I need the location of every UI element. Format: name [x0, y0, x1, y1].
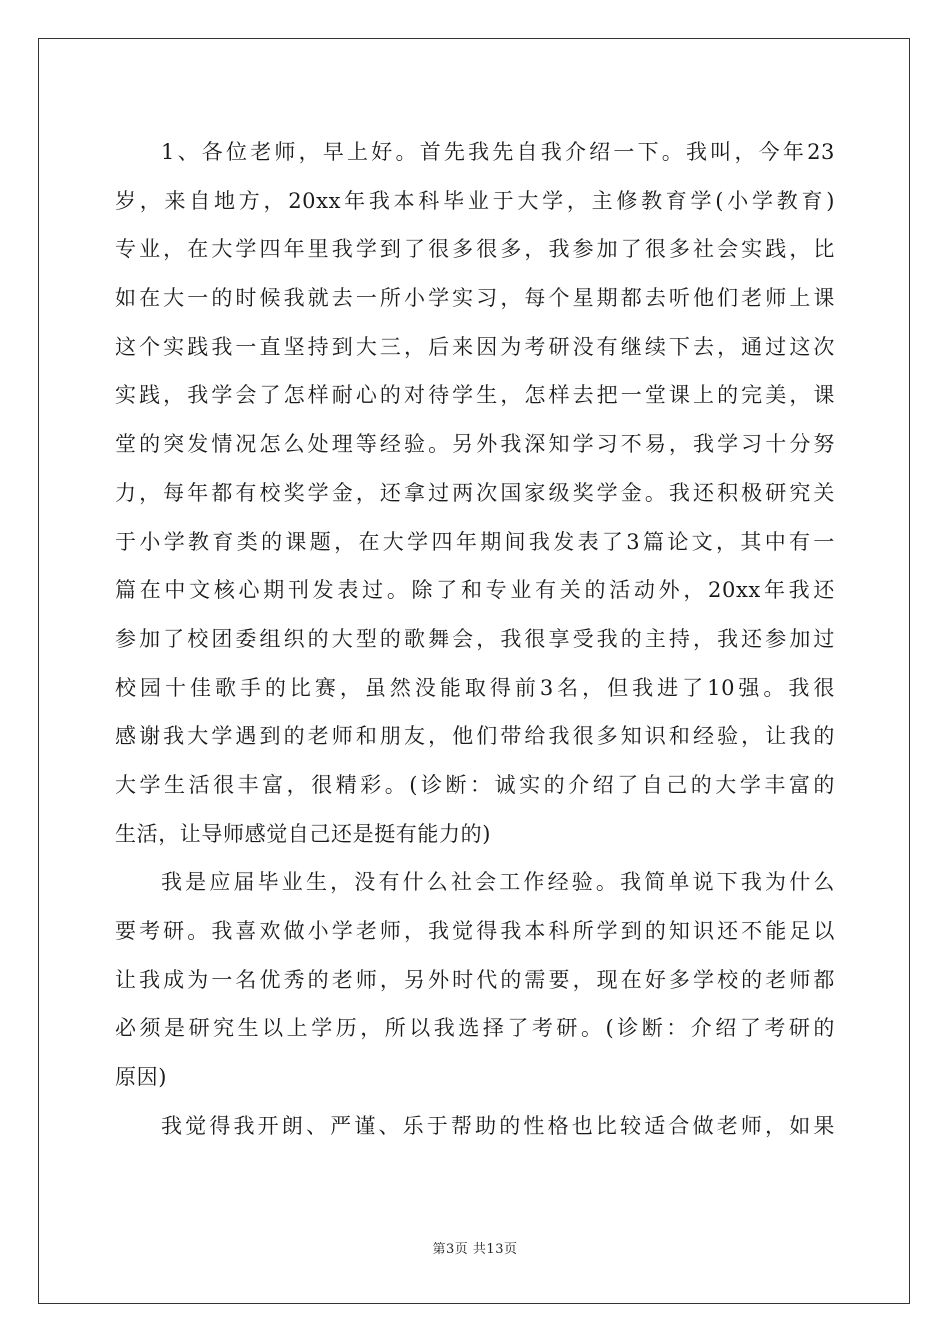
text-line: 岁，来自地方，20xx年我本科毕业于大学，主修教育学(小学教育)	[115, 188, 835, 213]
paragraph-3	[115, 1102, 835, 1151]
document-body	[115, 128, 835, 1150]
page-footer: 第3页 共13页	[432, 1242, 518, 1257]
text-line: 原因)	[115, 1065, 167, 1090]
text-line: 如在大一的时候我就去一所小学实习，每个星期都去听他们老师上课	[115, 286, 835, 311]
text-line: 参加了校团委组织的大型的歌舞会，我很享受我的主持，我还参加过	[115, 626, 835, 651]
text-line: 实践，我学会了怎样耐心的对待学生，怎样去把一堂课上的完美，课	[115, 383, 835, 408]
text-line: 我觉得我开朗、严谨、乐于帮助的性格也比较适合做老师，如果	[161, 1113, 835, 1138]
text-line: 这个实践我一直坚持到大三，后来因为考研没有继续下去，通过这次	[115, 334, 835, 359]
text-line: 校园十佳歌手的比赛，虽然没能取得前3名，但我进了10强。我很	[115, 675, 835, 700]
text-line: 感谢我大学遇到的老师和朋友，他们带给我很多知识和经验，让我的	[115, 724, 835, 749]
paragraph-1	[115, 128, 835, 858]
text-line: 于小学教育类的课题，在大学四年期间我发表了3篇论文，其中有一	[115, 529, 835, 554]
text-line: 1、各位老师，早上好。首先我先自我介绍一下。我叫，今年23	[161, 140, 835, 164]
text-line: 篇在中文核心期刊发表过。除了和专业有关的活动外，20xx年我还	[115, 578, 835, 603]
text-line: 堂的突发情况怎么处理等经验。另外我深知学习不易，我学习十分努	[115, 432, 835, 457]
text-line: 大学生活很丰富，很精彩。(诊断：诚实的介绍了自己的大学丰富的	[115, 772, 835, 797]
text-line: 必须是研究生以上学历，所以我选择了考研。(诊断：介绍了考研的	[115, 1016, 835, 1041]
text-line: 让我成为一名优秀的老师，另外时代的需要，现在好多学校的老师都	[115, 967, 835, 992]
text-line: 专业，在大学四年里我学到了很多很多，我参加了很多社会实践，比	[115, 237, 835, 262]
text-line: 生活，让导师感觉自己还是挺有能力的)	[115, 821, 491, 846]
text-line: 我是应届毕业生，没有什么社会工作经验。我简单说下我为什么	[161, 870, 835, 895]
paragraph-2	[115, 858, 835, 1101]
text-line: 力，每年都有校奖学金，还拿过两次国家级奖学金。我还积极研究关	[115, 480, 835, 505]
text-line: 要考研。我喜欢做小学老师，我觉得我本科所学到的知识还不能足以	[115, 919, 835, 943]
